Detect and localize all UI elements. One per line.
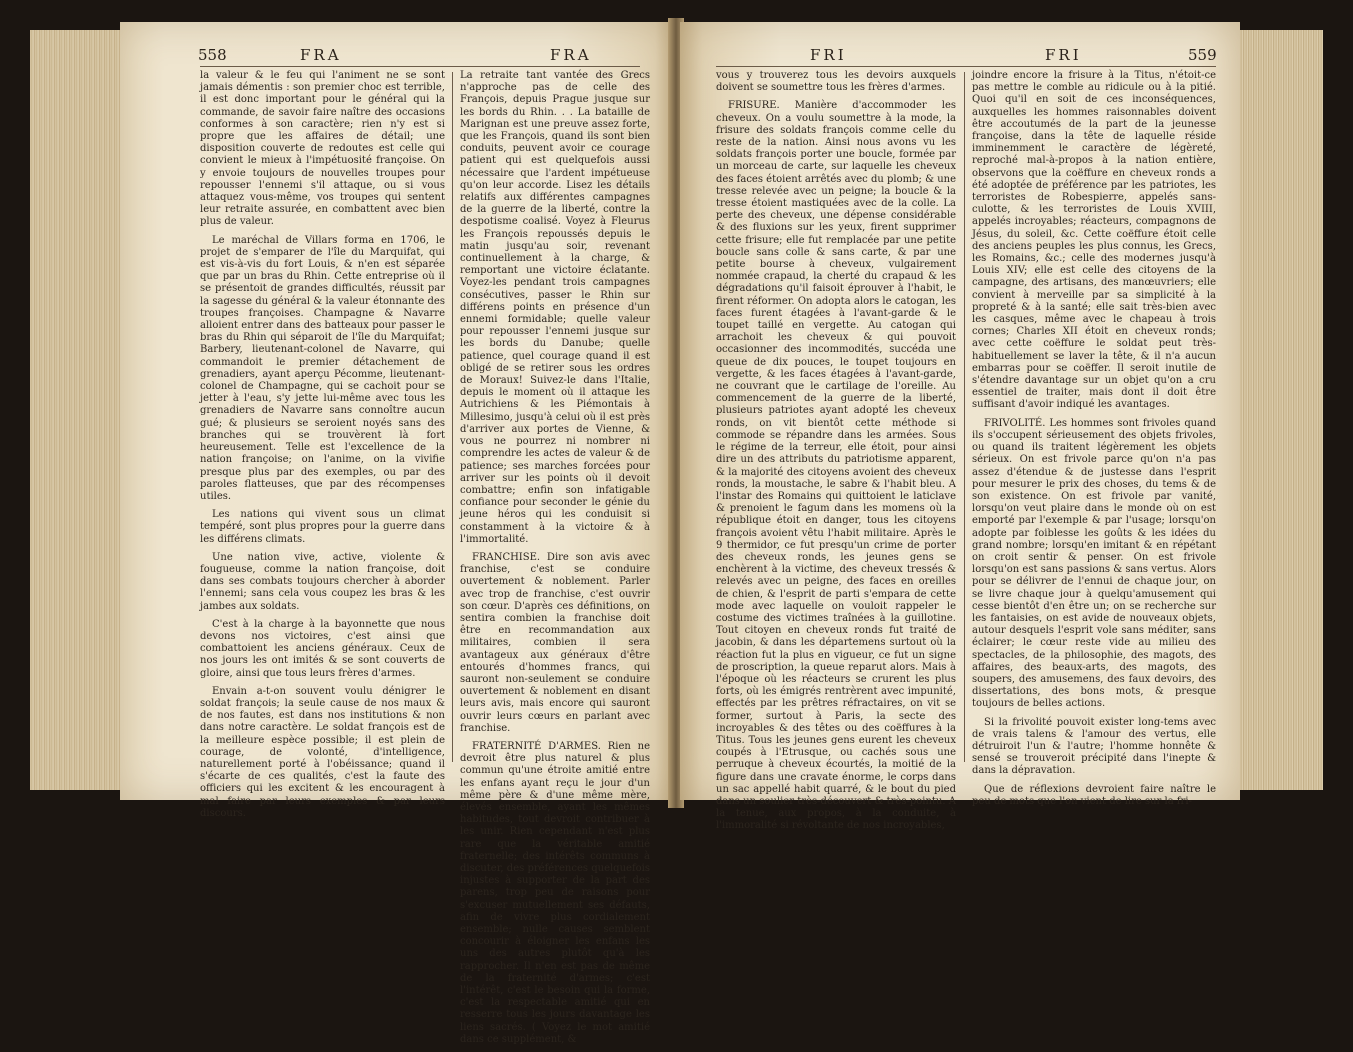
left-page: [120, 22, 672, 1045]
paragraph: Que de réflexions devroient faire naître le peu de mots que l'on vient de lire sur la fri-: [972, 783, 1216, 807]
paragraph: Si la frivolité pouvoit exister long-tems avec de vrais talens & l'amour des vertus, elle détruiroit l'un & l'autre; l'homme honnête & sensé se trouveroit précipité dans l'inepte & dans la dépravation.: [972, 716, 1216, 777]
left-heading-col1: FRA: [300, 46, 342, 64]
paragraph: joindre encore la frisure à la Titus, n'étoit-ce pas mettre le comble au ridicule ou à la pitié. Quoi qu'il en soit de ces inconséquences, auxquelles les hommes raisonnables doivent être accoutumés de la part de la jeunesse françoise, dans la tête de laquelle réside imminemment le caractère de légèreté, reproché mal-à-propos à la nation entière, observons que la coëffure en cheveux ronds a été adoptée de préférence par les patriotes, les terroristes de Robespierre, appelés sans-culotte, & les terroristes de Louis XVIII, appelés incroyables; réacteurs, compagnons de Jésus, du soleil, &c. Cette coëffure étoit celle des anciens peuples les plus connus, les Grecs, les Romains, &c.; celle des modernes jusqu'à Louis XIV; elle est celle des citoyens de la campagne, des artisans, des manœuvriers; elle convient à merveille par sa simplicité à la propreté & à la santé; elle sait très-bien avec les casques, même avec le chapeau à trois cornes; Charles XII étoit en cheveux ronds; avec cette coëffure le soldat peut très-habituellement se laver la tête, & il n'a aucun embarras pour se coëffer. Il seroit inutile de s'étendre davantage sur un objet qu'on a cru essentiel de traiter, mais dont il doit être suffisant d'avoir indiqué les avantages.: [972, 70, 1216, 411]
left-page-number: 558: [198, 46, 227, 64]
left-column-rule: [452, 72, 453, 762]
right-heading-col1: FRI: [810, 46, 847, 64]
paragraph: Une nation vive, active, violente & fougueuse, comme la nation françoise, doit dans ses combats toujours chercher à aborder l'ennemi; sans cela vous coupez les bras & les jambes aux soldats.: [200, 551, 445, 612]
right-column-rule: [964, 72, 965, 762]
paragraph: Le maréchal de Villars forma en 1706, le projet de s'emparer de l'île du Marquifat, qui est vis-à-vis du fort Louis, & n'en est séparée que par un bras du Rhin. Cette entreprise où il se présentoit de grandes difficultés, réussit par la sagesse du général & la valeur étonnante des troupes françoises. Champagne & Navarre alloient entrer dans des batteaux pour passer le bras du Rhin qui séparoit de l'île du Marquifat; Barbery, lieutenant-colonel de Navarre, qui commandoit le premier détachement de grenadiers, ayant aperçu Pécomme, lieutenant-colonel de Champagne, qui se cachoit pour se jetter à l'eau, s'y jette lui-même avec tous les grenadiers de Navarre sans connoître aucun gué; & plusieurs se seroient noyés sans des branches qui se trouvèrent là fort heureusement. Telle est l'excellence de la nation françoise; on l'anime, on la vivifie presque plus par des exemples, ou par des paroles flatteuses, que par des récompenses utiles.: [200, 234, 445, 502]
paragraph: FRANCHISE. Dire son avis avec franchise, c'est se conduire ouvertement & noblement. Parler avec trop de franchise, c'est ouvrir son cœur. D'après ces définitions, on sentira combien la franchise doit être en recommandation aux militaires, combien il sera avantageux aux généraux d'être entourés d'hommes francs, qui sauront non-seulement se conduire ouvertement & noblement en disant leurs avis, mais encore qui sauront ouvrir leurs cœurs en parlant avec franchise.: [460, 551, 650, 734]
paragraph: La retraite tant vantée des Grecs n'approche pas de celle des François, depuis Prague jusque sur les bords du Rhin. . . La bataille de Marignan est une preuve assez forte, que les François, quand ils sont bien conduits, peuvent avoir ce courage patient qui est quelquefois aussi nécessaire que l'ardent impétueuse qu'on leur accorde. Lisez les détails relatifs aux différentes campagnes de la guerre de la liberté, contre la despotisme coalisé. Voyez à Fleurus les François repoussés depuis le matin jusqu'au soir, revenant continuellement à la charge, & remportant une victoire éclatante. Voyez-les pendant trois campagnes consécutives, passer le Rhin sur différens points en présence d'un ennemi formidable; quelle valeur pour repousser l'ennemi jusque sur les bords du Danube; quelle patience, quel courage quand il est obligé de se retirer sous les ordres de Moraux! Suivez-le dans l'Italie, depuis le moment où il attaque les Autrichiens & les Piémontais à Millesimo, jusqu'à celui où il est près d'arriver aux portes de Vienne, & vous ne pourrez ni nombrer ni comprendre les actes de valeur & de patience; ses marches forcées pour arriver sur les points où il devoit combattre; enfin son infatigable confiance pour seconder le génie du jeune héros qui les conduisit si constamment à la victoire & à l'immortalité.: [460, 70, 650, 545]
right-page: [680, 22, 1240, 832]
right-page-edges: [1238, 30, 1323, 790]
left-heading-col2: FRA: [550, 46, 592, 64]
paragraph: la valeur & le feu qui l'animent ne se sont jamais démentis : son premier choc est terrible, il est donc important pour le général qui la commande, de savoir faire naître des occasions conformes à son caractère; rien n'y est si propre que les affaires de détail; une disposition couverte de redoutes est celle qui convient le mieux à l'impétuosité françoise. On y envoie toujours de nouvelles troupes pour repousser l'ennemi s'il attaque, ou si vous attaquez vous-même, vos troupes qui sentent leur retraite assurée, en combattent avec bien plus de valeur.: [200, 70, 445, 228]
paragraph: Les nations qui vivent sous un climat tempéré, sont plus propres pour la guerre dans les différens climats.: [200, 509, 445, 545]
left-column-1: [200, 70, 445, 826]
right-heading-col2: FRI: [1045, 46, 1082, 64]
right-header-rule: [716, 66, 1216, 67]
paragraph: Envain a-t-on souvent voulu dénigrer le soldat françois; la seule cause de nos maux & de nos fautes, est dans nos institutions & non dans notre caractère. Le soldat françois est de la meilleure espèce possible; il est plein de courage, de volonté, d'intelligence, naturellement porté à l'obéissance; quand il s'écarte de ces qualités, c'est la faute des officiers qui les excitent & les encouragent à mal faire par leurs exemples & par leurs discours.: [200, 685, 445, 819]
left-column-2: [460, 70, 650, 1052]
paragraph: FRIVOLITÉ. Les hommes sont frivoles quand ils s'occupent sérieusement des objets frivoles, ou quand ils traitent légèrement les objets sérieux. On est frivole parce qu'on n'a pas assez d'étendue & de justesse dans l'esprit pour mesurer le prix des choses, du tems & de son existence. On est frivole par vanité, lorsqu'on veut plaire dans le monde où on est emporté par l'exemple & par l'usage; lorsqu'on adopte par foiblesse les goûts & les idées du grand nombre; lorsqu'en imitant & en répétant on croit sentir & penser. On est frivole lorsqu'on est sans passions & sans vertus. Alors pour se délivrer de l'ennui de chaque jour, on se livre chaque jour à quelqu'amusement qui cesse bientôt d'en être un; on se recherche sur les fantaisies, on est avide de nouveaux objets, autour desquels l'esprit vole sans méditer, sans éclairer; le cœur reste vide au milieu des spectacles, de la philosophie, des magots, des affaires, des beaux-arts, des magots, des soupers, des amusemens, des faux devoirs, des dissertations, des bons mots, & presque toujours de belles actions.: [972, 417, 1216, 710]
paragraph: FRISURE. Manière d'accommoder les cheveux. On a voulu soumettre à la mode, la frisure des soldats françois comme celle du reste de la nation. Ainsi nous avons vu les soldats françois porter une boucle, formée par un morceau de carte, sur laquelle les cheveux des faces étoient arrêtés avec du plomb; & une tresse relevée avec un peigne; la boucle & la tresse étoient mastiquées avec de la colle. La perte des cheveux, une dépense considérable & des fluxions sur les yeux, firent supprimer cette frisure; elle fut remplacée par une petite boucle sans colle & sans carte, & par une petite bourse à cheveux, vulgairement nommée crapaud, la cherté du crapaud & les dégradations qu'il faisoit éprouver à l'habit, le firent réformer. On adopta alors le catogan, les faces furent étagées à l'avant-garde & le toupet taillé en vergette. Au catogan qui arrachoit les cheveux & qui pouvoit occasionner des incommodités, succéda une queue de dix pouces, le toupet toujours en vergette, & les faces étagées à l'avant-garde, ne couvrant que le cartilage de l'oreille. Au commencement de la guerre de la liberté, plusieurs patriotes ayant adopté les cheveux ronds, on vit bientôt cette méthode si commode se répandre dans les armées. Sous le régime de la terreur, elle étoit, pour ainsi dire un des attributs du patriotisme apparent, & la majorité des citoyens avoient des cheveux ronds, la moustache, le sabre & l'habit bleu. A l'instar des Romains qui quittoient le laticlave & prenoient le fagum dans les momens où la république étoit en danger, tous les citoyens françois avoient vêtu l'habit militaire. Après le 9 thermidor, ce fut presqu'un crime de porter des cheveux ronds, les jeunes gens se enchèrent à la victime, des cheveux tressés & relevés avec un peigne, des faces en oreilles de chien, & l'esprit de parti s'empara de cette mode avec laquelle on vouloit rappeler le costume des victimes traînées à la guillotine. Tout citoyen en cheveux ronds fut traité de jacobin, & dans les départemens surtout où la réaction fut la plus en vigueur, ce fut un signe de proscription, la queue reparut alors. Mais à l'époque où les réacteurs se crurent les plus forts, où les émigrés rentrèrent avec impunité, effectés par les prêtres réfractaires, on vit se former, surtout à Paris, la secte des incroyables & des têtes ou des coëffures à la Titus. Tous les jeunes gens eurent les cheveux coupés à l'Etrusque, ou cachés sous une perruque à cheveux écourtés, la moitié de la figure dans une cravate énorme, le corps dans un sac appellé habit quarré, & le bout du pied dans un soulier très-découvert & très-pointu. A la tenue, aux propos, à la conduite, à l'immoralité si révoltante de nos incroyables,: [716, 100, 956, 832]
paragraph: FRATERNITÉ D'ARMES. Rien ne devroit être plus naturel & plus commun qu'une étroite amitié entre les enfans ayant reçu le jour d'un même père & d'une même mère, élevés ensemble, ayant les mêmes habitudes, tout devroit contribuer à les unir. Rien cependant n'est plus rare que la véritable amitié fraternelle; des intérêts communs à discuter, des préférences quelquefois injustes à supporter de la part des parens, trop peu de raisons pour s'excuser mutuellement ses défauts, afin de vivre plus cordialement ensemble; nulle causes semblent concourir à éloigner les enfans les uns des autres plutôt qu'à les rapprocher. Il n'en est pas de même de la fraternité d'armes; c'est l'intérêt, c'est le besoin qui la forme, c'est la respectable amitié qui en resserre tous les jours davantage les liens sacrés. ( Voyez le mot amitié dans ce supplément, &: [460, 740, 650, 1045]
right-column-2: [972, 70, 1216, 814]
right-column-1: [716, 70, 956, 839]
right-page-number: 559: [1188, 46, 1217, 64]
left-header-rule: [200, 66, 640, 67]
paragraph: vous y trouverez tous les devoirs auxquels doivent se soumettre tous les frères d'armes.: [716, 70, 956, 94]
paragraph: C'est à la charge à la bayonnette que nous devons nos victoires, c'est ainsi que combattoient les anciens généraux. Ceux de nos jours les ont imités & se sont couverts de gloire, ainsi que tous leurs frères d'armes.: [200, 618, 445, 679]
left-page-edges: [30, 30, 122, 790]
